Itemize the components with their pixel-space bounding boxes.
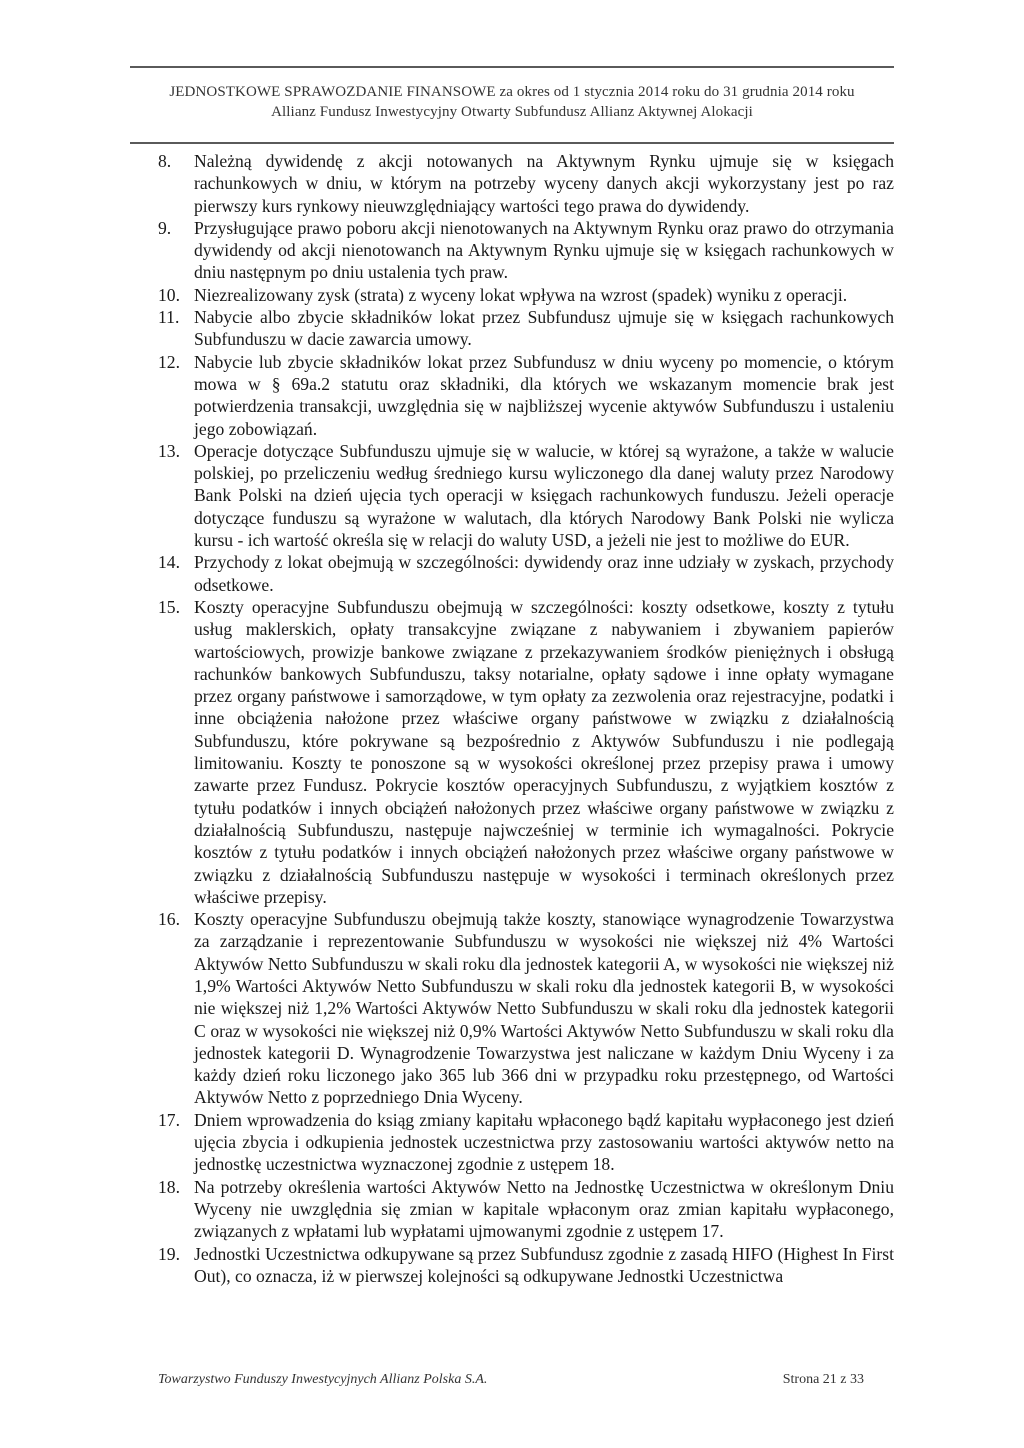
list-item-number: 15. <box>158 596 180 617</box>
list-item-text: Na potrzeby określenia wartości Aktywów Netto na Jednostkę Uczestnictwa w określonym Dniu Wyceny nie uwzględnia się zmian w kapitale wpłaconym oraz zmian kapitału wypłaconego, związanych z wpłatami lub wypłatami ujmowanymi zgodnie z ustępem 17. <box>194 1176 894 1242</box>
list-item-text: Nabycie albo zbycie składników lokat przez Subfundusz ujmuje się w księgach rachunkowych Subfunduszu w dacie zawarcia umowy. <box>194 307 894 350</box>
list-item-text: Niezrealizowany zysk (strata) z wyceny lokat wpływa na wzrost (spadek) wyniku z operacji. <box>194 284 848 305</box>
list-item-text: Dniem wprowadzenia do ksiąg zmiany kapitału wpłaconego bądź kapitału wypłaconego jest dzień ujęcia zbycia i odkupienia jednostek uczestnictwa przy zastosowaniu wartości aktywów netto na jednostkę uczestnictwa wyznaczonej zgodnie z ustępem 18. <box>194 1109 894 1175</box>
list-item-number: 8. <box>158 151 172 171</box>
list-item-text: Jednostki Uczestnictwa odkupywane są przez Subfundusz zgodnie z zasadą HIFO (Highest In First Out), co oznacza, iż w pierwszej kolejności są odkupywane Jednostki Uczestnictwa <box>194 1243 894 1286</box>
list-item <box>158 908 894 1109</box>
document-body <box>158 150 894 1287</box>
list-item <box>158 551 894 596</box>
list-item <box>158 306 894 351</box>
page-header <box>130 82 894 122</box>
header-title: JEDNOSTKOWE SPRAWOZDANIE FINANSOWE za okres od 1 stycznia 2014 roku do 31 grudnia 2014 roku <box>169 84 855 100</box>
list-item-number: 10. <box>158 284 180 305</box>
list-item-number: 17. <box>158 1109 180 1130</box>
list-item-text: Należną dywidendę z akcji notowanych na Aktywnym Rynku ujmuje się w księgach rachunkowych w dniu, w którym na potrzeby wyceny danych akcji wykorzystany jest po raz pierwszy kurs rynkowy nieuwzględniający wartości tego prawa do dywidendy. <box>194 151 894 216</box>
list-item-number: 14. <box>158 552 180 573</box>
list-item-text: Operacje dotyczące Subfunduszu ujmuje się w walucie, w której są wyrażone, a także w walucie polskiej, po przeliczeniu według średniego kursu wyliczonego dla danej waluty przez Narodowy Bank Polski na dzień ujęcia tych operacji w księgach rachunkowych funduszu. Jeżeli operacje dotyczące funduszu są wyrażone w walutach, dla których Narodowy Bank Polski nie wylicza kursu - ich wartość określa się w relacji do waluty USD, a jeżeli nie jest to możliwe do EUR. <box>194 440 894 551</box>
list-item <box>158 1243 894 1288</box>
list-item-text: Koszty operacyjne Subfunduszu obejmują w szczególności: koszty odsetkowe, koszty z tytułu usług maklerskich, opłaty transakcyjne związane z nabywaniem i zbywaniem papierów wartościowych, prowizje bankowe związane z przekazywaniem środków pieniężnych i obsługą rachunków bankowych Subfunduszu, taksy notarialne, opłaty sądowe i inne opłaty wymagane przez organy państwowe i samorządowe, w tym opłaty za zezwolenia oraz rejestracyjne, podatki i inne obciążenia nałożone przez właściwe organy państwowe w związku z działalnością Subfunduszu, które pokrywane są bezpośrednio z Aktywów Subfunduszu i nie podlegają limitowaniu. Koszty te ponoszone są w wysokości określonej przez przepisy prawa i umowy zawarte przez Fundusz. Pokrycie kosztów operacyjnych Subfunduszu, z wyjątkiem kosztów z tytułu podatków i innych obciążeń nałożonych przez właściwe organy państwowe w związku z działalnością Subfunduszu, następuje najwcześniej w terminie ich wymagalności. Pokrycie kosztów z tytułu podatków i innych obciążeń nałożonych przez właściwe organy państwowe w związku z działalnością Subfunduszu następuje w wysokości i terminach określonych przez właściwe przepisy. <box>194 596 894 907</box>
list-item-text: Przysługujące prawo poboru akcji nienotowanych na Aktywnym Rynku oraz prawo do otrzymania dywidendy od akcji nienotowanch na Aktywnym Rynku ujmuje się w księgach rachunkowych w dniu następnym po dniu ustalenia tych praw. <box>194 217 894 283</box>
list-item-number: 16. <box>158 909 180 930</box>
list-item-number: 11. <box>158 307 180 328</box>
list-item <box>158 351 894 440</box>
list-item <box>158 1176 894 1243</box>
list-item-text: Nabycie lub zbycie składników lokat przez Subfundusz w dniu wyceny po momencie, o którym mowa w § 69a.2 statutu oraz składniki, dla których we wskazanym momencie brak jest potwierdzenia transakcji, uwzględnia się w najbliższej wycenie aktywów Subfunduszu i ustaleniu jego zobowiązań. <box>194 351 894 439</box>
header-rule-bottom <box>130 142 894 144</box>
footer-company: Towarzystwo Funduszy Inwestycyjnych Allianz Polska S.A. <box>158 1372 488 1387</box>
list-item <box>158 150 894 217</box>
list-item <box>158 284 894 306</box>
list-item-number: 18. <box>158 1176 180 1197</box>
list-item-text: Koszty operacyjne Subfunduszu obejmują także koszty, stanowiące wynagrodzenie Towarzystwa za zarządzanie i reprezentowanie Subfunduszu w wysokości nie większej niż 4% Wartości Aktywów Netto Subfunduszu w skali roku dla jednostek kategorii A, w wysokości nie większej niż 1,9% Wartości Aktywów Netto Subfunduszu w skali roku dla jednostek kategorii B, w wysokości nie większej niż 1,2% Wartości Aktywów Netto Subfunduszu w skali roku dla jednostek kategorii C oraz w wysokości nie większej niż 0,9% Wartości Aktywów Netto Subfunduszu w skali roku dla jednostek kategorii D. Wynagrodzenie Towarzystwa jest naliczane w każdym Dniu Wyceny i za każdy dzień roku liczonego jako 365 lub 366 dni w przypadku roku przestępnego, od Wartości Aktywów Netto z poprzedniego Dnia Wyceny. <box>194 909 894 1108</box>
footer-page-number: Strona 21 z 33 <box>782 1372 864 1387</box>
list-item-number: 19. <box>158 1243 180 1264</box>
header-rule-top <box>130 66 894 68</box>
header-subtitle: Allianz Fundusz Inwestycyjny Otwarty Subfundusz Allianz Aktywnej Alokacji <box>271 104 753 120</box>
list-item-number: 12. <box>158 351 180 372</box>
list-item <box>158 1109 894 1176</box>
list-item <box>158 440 894 551</box>
list-item-text: Przychody z lokat obejmują w szczególności: dywidendy oraz inne udziały w zyskach, przychody odsetkowe. <box>194 552 894 595</box>
list-item <box>158 217 894 284</box>
list-item <box>158 596 894 908</box>
list-item-number: 9. <box>158 217 172 238</box>
list-item-number: 13. <box>158 440 180 461</box>
